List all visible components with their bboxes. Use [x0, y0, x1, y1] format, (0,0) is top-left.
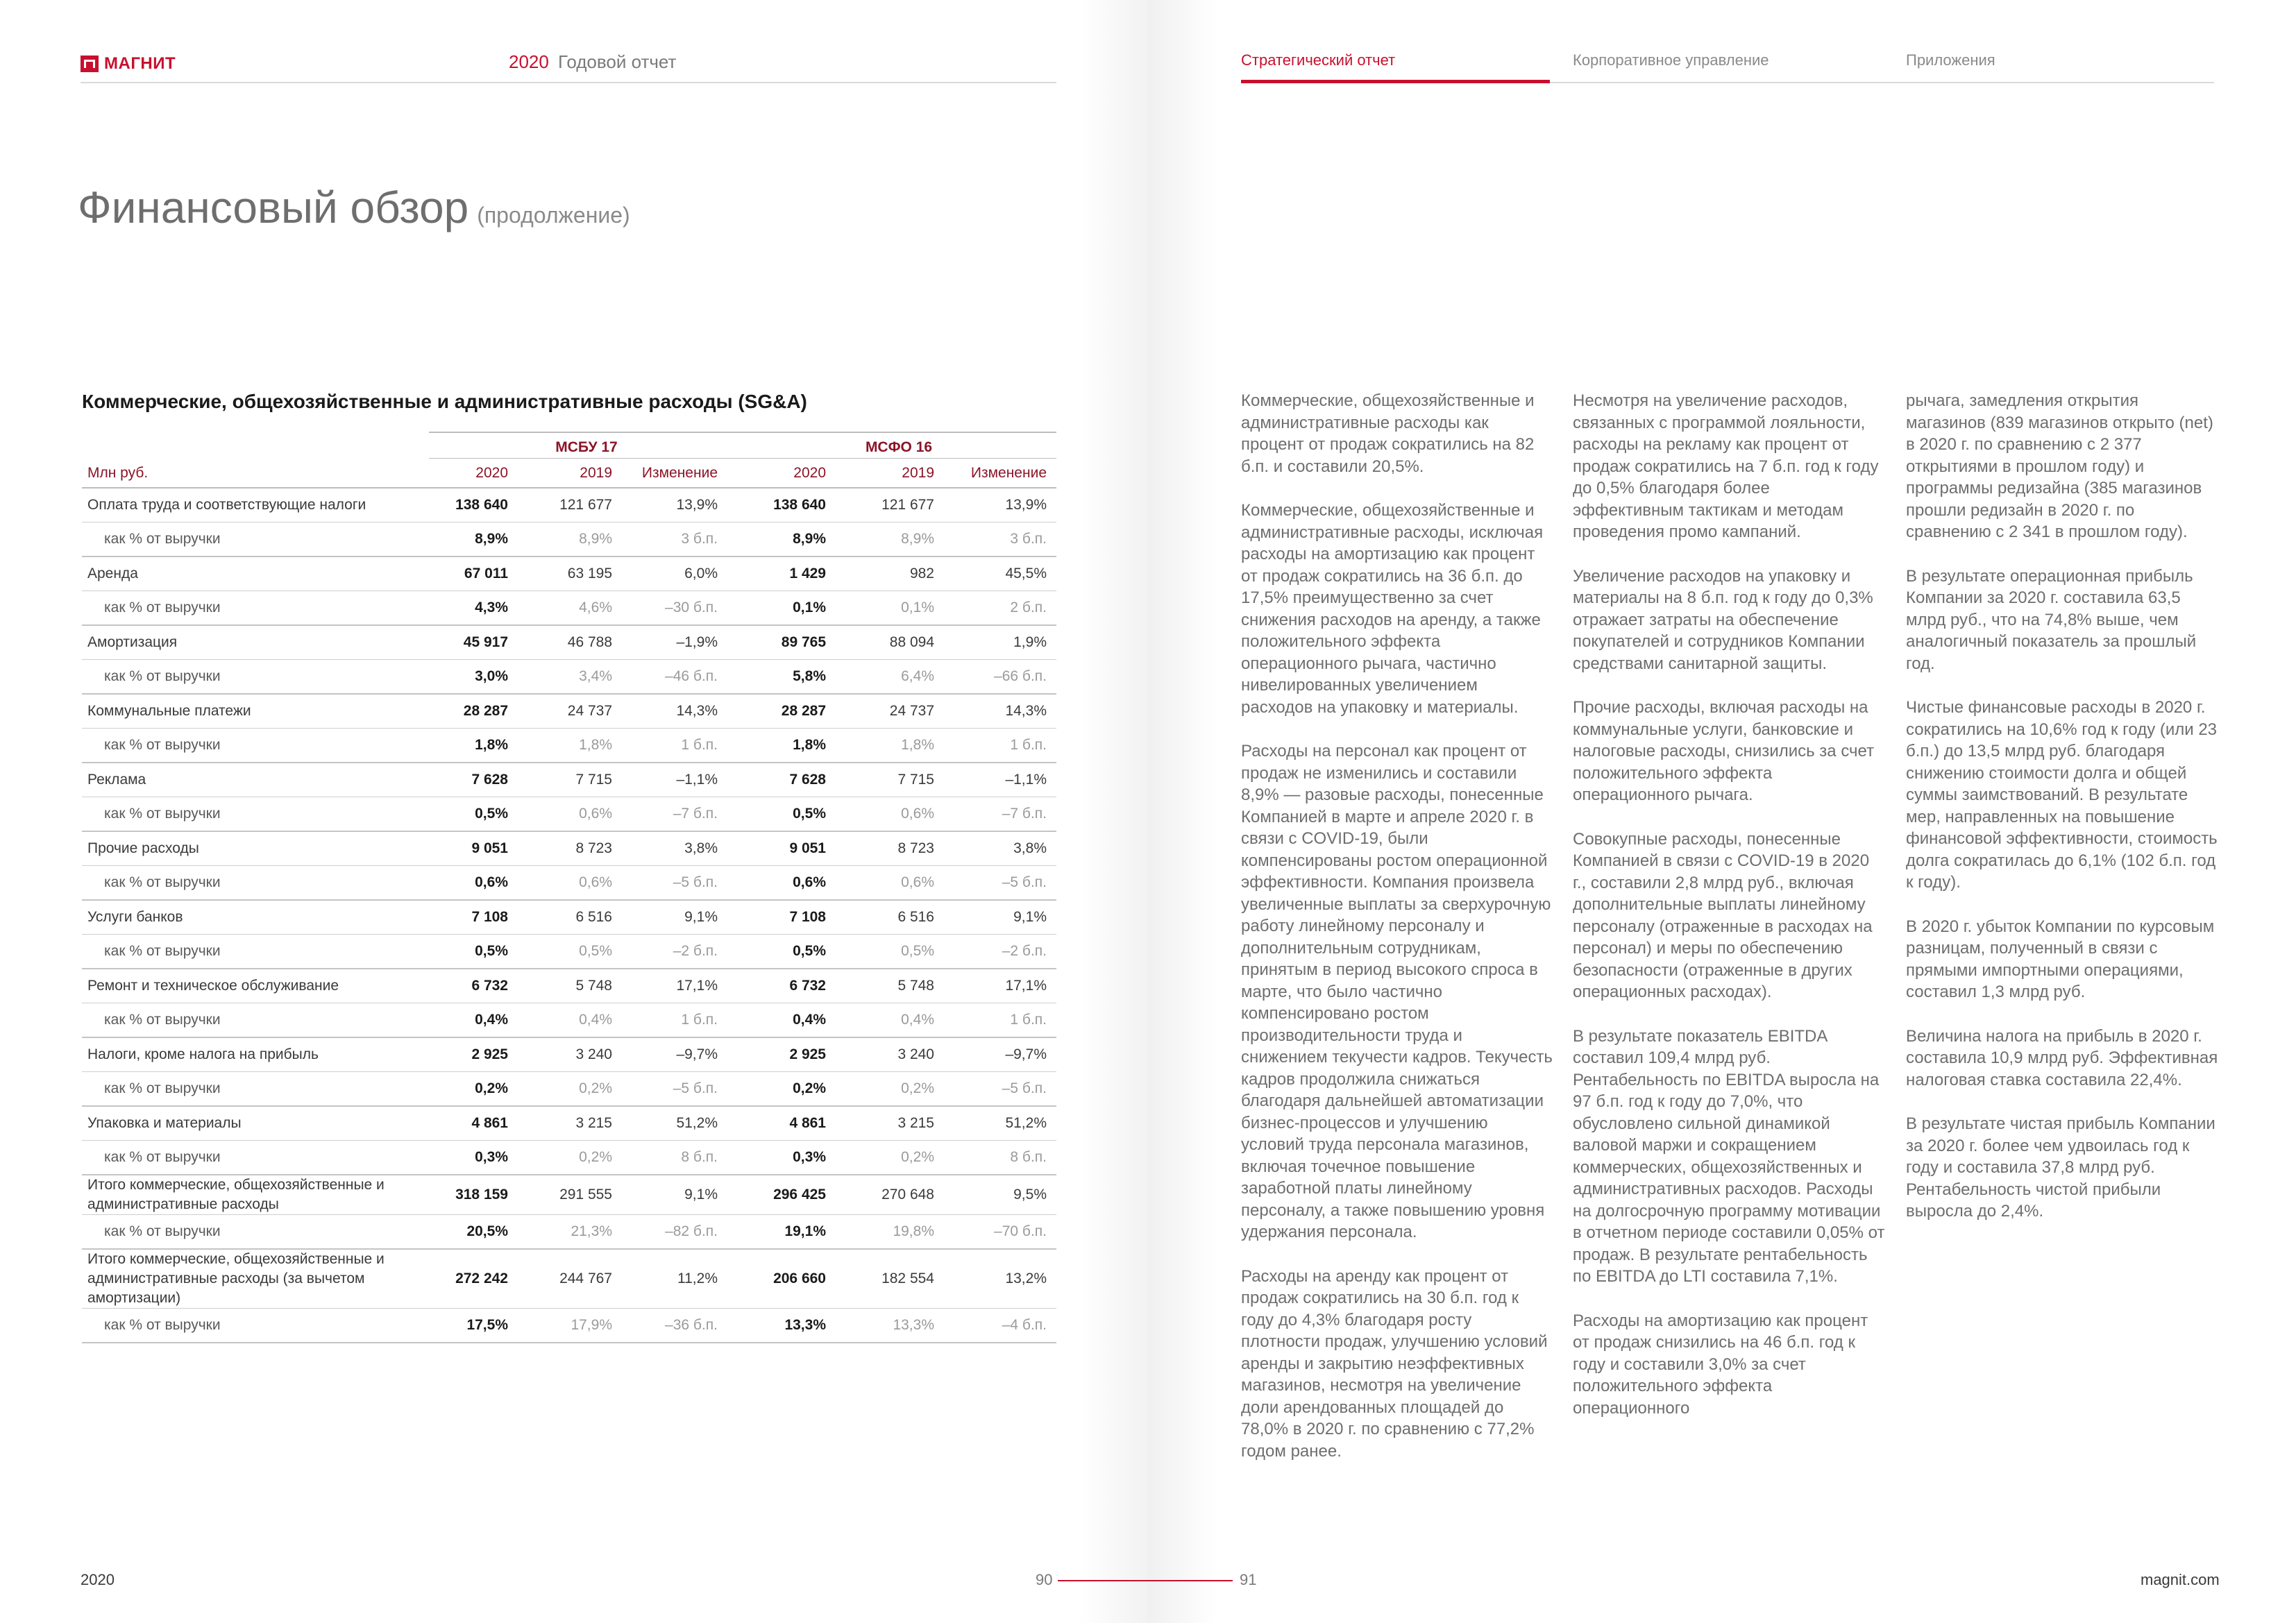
row-percent-cell: 0,3% — [727, 1141, 836, 1175]
header-year: 2020 — [509, 51, 549, 72]
text-paragraph: Расходы на персонал как процент от продаж не изменились и составили 8,9% — разовые расходы, понесенные Компанией в марте и апреле 2020 г. в связи с COVID-19, были компенсированы ростом операционной эффективности. Компания произвела увеличенные выплаты за сверхурочную работу линейному персоналу и дополнительным сотрудникам, принятым в период высокого спроса в марте, что было частично компенсировано ростом производительности труда и снижением текучести кадров. Текучесть кадров продолжила снижаться благодаря дальнейшей автоматизации бизнес-процессов и улучшению условий труда персонала магазинов, включая точечное повышение заработной платы линейному персоналу, а также повышению уровня удержания персонала. — [1241, 742, 1553, 1241]
row-percent-cell: 4,6% — [518, 591, 622, 626]
row-label-percent: как % от выручки — [82, 729, 414, 763]
row-percent-cell: 13,3% — [727, 1309, 836, 1343]
row-percent-cell: 0,6% — [836, 866, 944, 901]
row-label: Итого коммерческие, общехозяйственные и административные расходы (за вычетом амортизации) — [82, 1249, 414, 1309]
row-value-cell: 88 094 — [836, 625, 944, 660]
page-number-left: 90 — [1036, 1571, 1053, 1588]
row-value-cell: 982 — [836, 556, 944, 591]
row-value-cell: 9,1% — [622, 900, 727, 935]
row-value-cell: 244 767 — [518, 1249, 622, 1309]
row-value-cell: 51,2% — [944, 1106, 1056, 1141]
group-header-bottom-rule — [429, 458, 1056, 459]
row-value-cell: 9,5% — [944, 1175, 1056, 1215]
table-row-percent-of-revenue — [82, 522, 1056, 557]
table-row — [82, 488, 1056, 522]
row-percent-cell: –7 б.п. — [622, 797, 727, 832]
row-label-percent: как % от выручки — [82, 660, 414, 695]
row-percent-cell: 1,8% — [414, 729, 518, 763]
table-row — [82, 1106, 1056, 1141]
row-percent-cell: 19,1% — [727, 1215, 836, 1250]
text-paragraph: Увеличение расходов на упаковку и материалы на 8 б.п. год к году до 0,3% отражает затраты на обеспечение покупателей и сотрудников Компании средствами санитарной защиты. — [1573, 566, 1873, 673]
row-value-cell: 3 215 — [518, 1106, 622, 1141]
row-label-percent: как % от выручки — [82, 935, 414, 969]
table-row — [82, 900, 1056, 935]
row-percent-cell: 0,2% — [836, 1141, 944, 1175]
table-header-row — [82, 459, 1056, 488]
row-value-cell: 9 051 — [414, 831, 518, 866]
row-percent-cell: –30 б.п. — [622, 591, 727, 626]
row-value-cell: 5 748 — [836, 969, 944, 1003]
row-value-cell: 138 640 — [727, 488, 836, 522]
row-value-cell: 206 660 — [727, 1249, 836, 1309]
text-paragraph: Коммерческие, общехозяйственные и административные расходы, исключая расходы на амортизацию как процент от продаж сократились на 36 б.п. до 17,5% преимущественно за счет снижения расходов на аренду, а также положительного эффекта операционного рычага, частично нивелированных увеличением расходов на упаковку и материалы. — [1241, 501, 1544, 717]
row-value-cell: 6 516 — [836, 900, 944, 935]
row-percent-cell: 1,8% — [518, 729, 622, 763]
row-value-cell: –1,9% — [622, 625, 727, 660]
row-percent-cell: 0,6% — [414, 866, 518, 901]
row-percent-cell: 8,9% — [518, 522, 622, 557]
row-value-cell: 14,3% — [622, 694, 727, 729]
table-row — [82, 969, 1056, 1003]
nav-corporate-governance[interactable]: Корпоративное управление — [1573, 51, 1769, 69]
row-value-cell: 121 677 — [518, 488, 622, 522]
page-number-divider — [1058, 1580, 1233, 1581]
row-percent-cell: 0,5% — [727, 935, 836, 969]
table-row-percent-of-revenue — [82, 591, 1056, 626]
row-label: Ремонт и техническое обслуживание — [82, 969, 414, 1003]
page-title-sub: (продолжение) — [477, 203, 630, 228]
table-row — [82, 694, 1056, 729]
row-value-cell: 7 108 — [727, 900, 836, 935]
row-percent-cell: 5,8% — [727, 660, 836, 695]
row-value-cell: 1 429 — [727, 556, 836, 591]
table-row — [82, 1249, 1056, 1309]
row-value-cell: 24 737 — [518, 694, 622, 729]
row-percent-cell: –5 б.п. — [944, 866, 1056, 901]
row-value-cell: 7 715 — [836, 763, 944, 797]
row-value-cell: 272 242 — [414, 1249, 518, 1309]
row-percent-cell: 0,2% — [518, 1141, 622, 1175]
row-percent-cell: 0,6% — [727, 866, 836, 901]
row-percent-cell: 0,3% — [414, 1141, 518, 1175]
table-title: Коммерческие, общехозяйственные и административные расходы (SG&A) — [82, 391, 807, 412]
group-header-ias17: МСБУ 17 — [555, 439, 618, 455]
table-row-percent-of-revenue — [82, 1309, 1056, 1343]
row-value-cell: 17,1% — [622, 969, 727, 1003]
row-label: Услуги банков — [82, 900, 414, 935]
row-label: Амортизация — [82, 625, 414, 660]
row-value-cell: 7 628 — [727, 763, 836, 797]
row-value-cell: 9,1% — [622, 1175, 727, 1215]
row-percent-cell: 1 б.п. — [944, 729, 1056, 763]
row-percent-cell: –5 б.п. — [944, 1072, 1056, 1107]
row-label-percent: как % от выручки — [82, 1072, 414, 1107]
row-value-cell: 1,9% — [944, 625, 1056, 660]
text-paragraph: Несмотря на увеличение расходов, связанных с программой лояльности, расходы на рекламу как процент от продаж сократились на 7 б.п. год к году до 0,5% благодаря более эффективным тактикам и методам проведения промо кампаний. — [1573, 391, 1879, 541]
row-label-percent: как % от выручки — [82, 1215, 414, 1250]
row-label: Коммунальные платежи — [82, 694, 414, 729]
text-paragraph: Чистые финансовые расходы в 2020 г. сократились на 10,6% год к году (или 23 б.п.) до 13,5 млрд руб. благодаря снижению стоимости долга и общей суммы заимствований. В результате мер, направленных на повышение финансовой эффективности, стоимость долга сократилась до 6,1% (102 б.п. год к году). — [1906, 698, 2218, 892]
row-label-percent: как % от выручки — [82, 1141, 414, 1175]
row-percent-cell: 0,4% — [414, 1003, 518, 1038]
col-header-2020-ias17: 2020 — [414, 459, 518, 488]
col-header-change-ifrs16: Изменение — [944, 459, 1056, 488]
text-paragraph: Прочие расходы, включая расходы на коммунальные услуги, банковские и налоговые расходы, снизились за счет положительного эффекта операционного рычага. — [1573, 698, 1875, 804]
header-report-title: Годовой отчет — [558, 51, 677, 72]
row-value-cell: 8 723 — [836, 831, 944, 866]
row-label-percent: как % от выручки — [82, 591, 414, 626]
row-value-cell: 4 861 — [414, 1106, 518, 1141]
row-label: Аренда — [82, 556, 414, 591]
row-value-cell: 182 554 — [836, 1249, 944, 1309]
text-paragraph: В 2020 г. убыток Компании по курсовым разницам, полученный в связи с прямыми импортными операциями, составил 1,3 млрд руб. — [1906, 917, 2215, 1001]
row-value-cell: 9,1% — [944, 900, 1056, 935]
row-value-cell: 3 215 — [836, 1106, 944, 1141]
col-header-change-ias17: Изменение — [622, 459, 727, 488]
row-label-percent: как % от выручки — [82, 522, 414, 557]
row-percent-cell: 1 б.п. — [622, 729, 727, 763]
row-label: Оплата труда и соответствующие налоги — [82, 488, 414, 522]
row-value-cell: 2 925 — [414, 1037, 518, 1072]
row-percent-cell: 2 б.п. — [944, 591, 1056, 626]
row-value-cell: 4 861 — [727, 1106, 836, 1141]
row-value-cell: 3,8% — [622, 831, 727, 866]
row-percent-cell: 0,2% — [414, 1072, 518, 1107]
row-value-cell: 13,2% — [944, 1249, 1056, 1309]
table-row-percent-of-revenue — [82, 1003, 1056, 1038]
spine-shadow-right — [1148, 0, 1217, 1623]
row-percent-cell: –66 б.п. — [944, 660, 1056, 695]
col-header-2020-ifrs16: 2020 — [727, 459, 836, 488]
table-row-percent-of-revenue — [82, 660, 1056, 695]
row-percent-cell: –36 б.п. — [622, 1309, 727, 1343]
row-percent-cell: 19,8% — [836, 1215, 944, 1250]
table-row-percent-of-revenue — [82, 935, 1056, 969]
table-row-percent-of-revenue — [82, 866, 1056, 901]
row-label: Упаковка и материалы — [82, 1106, 414, 1141]
row-label: Итого коммерческие, общехозяйственные и административные расходы — [82, 1175, 414, 1215]
row-percent-cell: 8 б.п. — [944, 1141, 1056, 1175]
row-percent-cell: 8,9% — [727, 522, 836, 557]
row-label-percent: как % от выручки — [82, 797, 414, 832]
text-column-1 — [1241, 390, 1553, 1484]
row-percent-cell: 17,9% — [518, 1309, 622, 1343]
spine-shadow-left — [1079, 0, 1148, 1623]
row-value-cell: 121 677 — [836, 488, 944, 522]
text-column-3 — [1906, 390, 2218, 1245]
row-label-percent: как % от выручки — [82, 866, 414, 901]
row-value-cell: 45 917 — [414, 625, 518, 660]
row-value-cell: 45,5% — [944, 556, 1056, 591]
row-value-cell: 7 108 — [414, 900, 518, 935]
row-percent-cell: 3,4% — [518, 660, 622, 695]
row-percent-cell: 0,5% — [414, 797, 518, 832]
row-percent-cell: 1,8% — [836, 729, 944, 763]
row-value-cell: 6 732 — [414, 969, 518, 1003]
row-percent-cell: –4 б.п. — [944, 1309, 1056, 1343]
row-value-cell: 291 555 — [518, 1175, 622, 1215]
row-percent-cell: 8 б.п. — [622, 1141, 727, 1175]
text-paragraph: Расходы на амортизацию как процент от продаж снизились на 46 б.п. год к году и составили 3,0% за счет положительного эффекта операционного — [1573, 1311, 1868, 1418]
row-percent-cell: 0,4% — [727, 1003, 836, 1038]
text-column-2 — [1573, 390, 1885, 1441]
row-percent-cell: 8,9% — [836, 522, 944, 557]
text-paragraph: Коммерческие, общехозяйственные и административные расходы как процент от продаж сократились на 82 б.п. и составили 20,5%. — [1241, 391, 1535, 476]
table-row — [82, 1037, 1056, 1072]
page-title — [78, 182, 630, 233]
magnit-logo[interactable] — [81, 54, 176, 74]
row-percent-cell: 3,0% — [414, 660, 518, 695]
row-value-cell: 8 723 — [518, 831, 622, 866]
page-title-main: Финансовый обзор — [78, 182, 469, 232]
row-value-cell: 296 425 — [727, 1175, 836, 1215]
row-value-cell: 67 011 — [414, 556, 518, 591]
row-label-percent: как % от выручки — [82, 1003, 414, 1038]
row-percent-cell: 0,6% — [518, 866, 622, 901]
table-row-percent-of-revenue — [82, 1072, 1056, 1107]
row-percent-cell: 0,6% — [836, 797, 944, 832]
row-value-cell: 7 715 — [518, 763, 622, 797]
table-row-percent-of-revenue — [82, 1141, 1056, 1175]
sga-table — [82, 459, 1056, 1343]
table-row — [82, 763, 1056, 797]
footer-year: 2020 — [81, 1571, 115, 1588]
row-percent-cell: 13,3% — [836, 1309, 944, 1343]
row-percent-cell: 0,5% — [414, 935, 518, 969]
footer-website-link[interactable]: magnit.com — [2141, 1571, 2220, 1588]
page-number-right: 91 — [1240, 1571, 1257, 1588]
row-percent-cell: 3 б.п. — [944, 522, 1056, 557]
row-value-cell: 5 748 — [518, 969, 622, 1003]
col-header-2019-ias17: 2019 — [518, 459, 622, 488]
nav-active-underline — [1241, 80, 1550, 83]
row-value-cell: 2 925 — [727, 1037, 836, 1072]
row-percent-cell: –2 б.п. — [944, 935, 1056, 969]
row-percent-cell: 0,2% — [836, 1072, 944, 1107]
magnit-logo-icon — [81, 56, 99, 72]
row-percent-cell: 6,4% — [836, 660, 944, 695]
row-percent-cell: 21,3% — [518, 1215, 622, 1250]
row-value-cell: –9,7% — [622, 1037, 727, 1072]
row-percent-cell: 0,5% — [727, 797, 836, 832]
row-value-cell: 51,2% — [622, 1106, 727, 1141]
nav-strategic-report[interactable]: Стратегический отчет — [1241, 51, 1396, 69]
text-paragraph: Совокупные расходы, понесенные Компанией в связи с COVID-19 в 2020 г., составили 2,8 млрд руб., включая дополнительные выплаты линейному персоналу (отраженные в расходах на персонал) и меры по обеспечению безопасности (отраженные в других операционных расходах). — [1573, 829, 1873, 1001]
row-value-cell: 138 640 — [414, 488, 518, 522]
header-divider-left — [81, 82, 1056, 83]
row-value-cell: 17,1% — [944, 969, 1056, 1003]
text-paragraph: рычага, замедления открытия магазинов (839 магазинов открыто (net) в 2020 г. по сравнению с 2 377 открытиями в прошлом году) и программы редизайна (385 магазинов прошли редизайн в 2020 г. по сравнению с 2 341 в прошлом году). — [1906, 391, 2213, 541]
row-label: Налоги, кроме налога на прибыль — [82, 1037, 414, 1072]
row-value-cell: 28 287 — [414, 694, 518, 729]
group-header-top-rule — [429, 432, 1056, 433]
row-label: Прочие расходы — [82, 831, 414, 866]
row-label-percent: как % от выручки — [82, 1309, 414, 1343]
row-value-cell: 46 788 — [518, 625, 622, 660]
col-header-unit: Млн руб. — [82, 459, 414, 488]
table-row — [82, 831, 1056, 866]
row-value-cell: 3,8% — [944, 831, 1056, 866]
row-value-cell: 3 240 — [836, 1037, 944, 1072]
row-percent-cell: –2 б.п. — [622, 935, 727, 969]
table-row-percent-of-revenue — [82, 797, 1056, 832]
row-value-cell: 6,0% — [622, 556, 727, 591]
table-row-percent-of-revenue — [82, 1215, 1056, 1250]
row-value-cell: 89 765 — [727, 625, 836, 660]
row-value-cell: –1,1% — [944, 763, 1056, 797]
row-value-cell: 6 732 — [727, 969, 836, 1003]
row-percent-cell: 8,9% — [414, 522, 518, 557]
row-percent-cell: 0,2% — [727, 1072, 836, 1107]
row-value-cell: 13,9% — [622, 488, 727, 522]
row-percent-cell: –70 б.п. — [944, 1215, 1056, 1250]
col-header-2019-ifrs16: 2019 — [836, 459, 944, 488]
row-percent-cell: 1,8% — [727, 729, 836, 763]
row-value-cell: 3 240 — [518, 1037, 622, 1072]
nav-appendices[interactable]: Приложения — [1906, 51, 1995, 69]
row-percent-cell: 0,5% — [836, 935, 944, 969]
row-value-cell: 14,3% — [944, 694, 1056, 729]
text-paragraph: Расходы на аренду как процент от продаж сократились на 30 б.п. год к году до 4,3% благодаря росту плотности продаж, улучшению условий аренды и закрытию неэффективных магазинов, несмотря на увеличение доли арендованных площадей до 78,0% в 2020 г. по сравнению с 77,2% годом ранее. — [1241, 1266, 1548, 1461]
row-value-cell: 318 159 — [414, 1175, 518, 1215]
row-percent-cell: 0,1% — [836, 591, 944, 626]
text-paragraph: Величина налога на прибыль в 2020 г. составила 10,9 млрд руб. Эффективная налоговая ставка составила 22,4%. — [1906, 1026, 2218, 1089]
row-value-cell: 6 516 — [518, 900, 622, 935]
row-percent-cell: 0,1% — [727, 591, 836, 626]
row-percent-cell: 0,6% — [518, 797, 622, 832]
text-paragraph: В результате показатель EBITDA составил 109,4 млрд руб. Рентабельность по EBITDA выросла на 97 б.п. год к году до 7,0%, что обусловлено сильной динамикой валовой маржи и сокращением коммерческих, общехозяйственных и административных расходов. Расходы на долгосрочную программу мотивации в отчетном периоде составили 0,05% от продаж. В результате рентабельность по EBITDA до LTI составила 7,1%. — [1573, 1026, 1885, 1286]
logo-text: МАГНИТ — [104, 54, 176, 73]
row-value-cell: –9,7% — [944, 1037, 1056, 1072]
row-value-cell: 63 195 — [518, 556, 622, 591]
table-body — [82, 488, 1056, 1343]
table-row-percent-of-revenue — [82, 729, 1056, 763]
row-value-cell: 9 051 — [727, 831, 836, 866]
row-percent-cell: 0,2% — [518, 1072, 622, 1107]
row-percent-cell: 0,5% — [518, 935, 622, 969]
row-value-cell: 7 628 — [414, 763, 518, 797]
row-value-cell: 28 287 — [727, 694, 836, 729]
table-row — [82, 556, 1056, 591]
row-label: Реклама — [82, 763, 414, 797]
row-value-cell: 24 737 — [836, 694, 944, 729]
row-percent-cell: –5 б.п. — [622, 1072, 727, 1107]
text-paragraph: В результате чистая прибыль Компании за 2020 г. более чем удвоилась год к году и составила 37,8 млрд руб. Рентабельность чистой прибыли выросла до 2,4%. — [1906, 1114, 2215, 1221]
row-value-cell: –1,1% — [622, 763, 727, 797]
group-header-ifrs16: МСФО 16 — [865, 439, 933, 455]
table-row — [82, 1175, 1056, 1215]
row-percent-cell: –82 б.п. — [622, 1215, 727, 1250]
row-percent-cell: –46 б.п. — [622, 660, 727, 695]
row-percent-cell: 0,4% — [836, 1003, 944, 1038]
row-percent-cell: 0,4% — [518, 1003, 622, 1038]
row-percent-cell: –7 б.п. — [944, 797, 1056, 832]
text-paragraph: В результате операционная прибыль Компании за 2020 г. составила 63,5 млрд руб., что на 74,8% выше, чем аналогичный показатель за прошлый год. — [1906, 566, 2197, 673]
row-value-cell: 11,2% — [622, 1249, 727, 1309]
row-percent-cell: 1 б.п. — [944, 1003, 1056, 1038]
row-percent-cell: 4,3% — [414, 591, 518, 626]
row-percent-cell: 1 б.п. — [622, 1003, 727, 1038]
table-row — [82, 625, 1056, 660]
row-percent-cell: –5 б.п. — [622, 866, 727, 901]
row-percent-cell: 17,5% — [414, 1309, 518, 1343]
row-value-cell: 270 648 — [836, 1175, 944, 1215]
row-percent-cell: 20,5% — [414, 1215, 518, 1250]
row-percent-cell: 3 б.п. — [622, 522, 727, 557]
row-value-cell: 13,9% — [944, 488, 1056, 522]
